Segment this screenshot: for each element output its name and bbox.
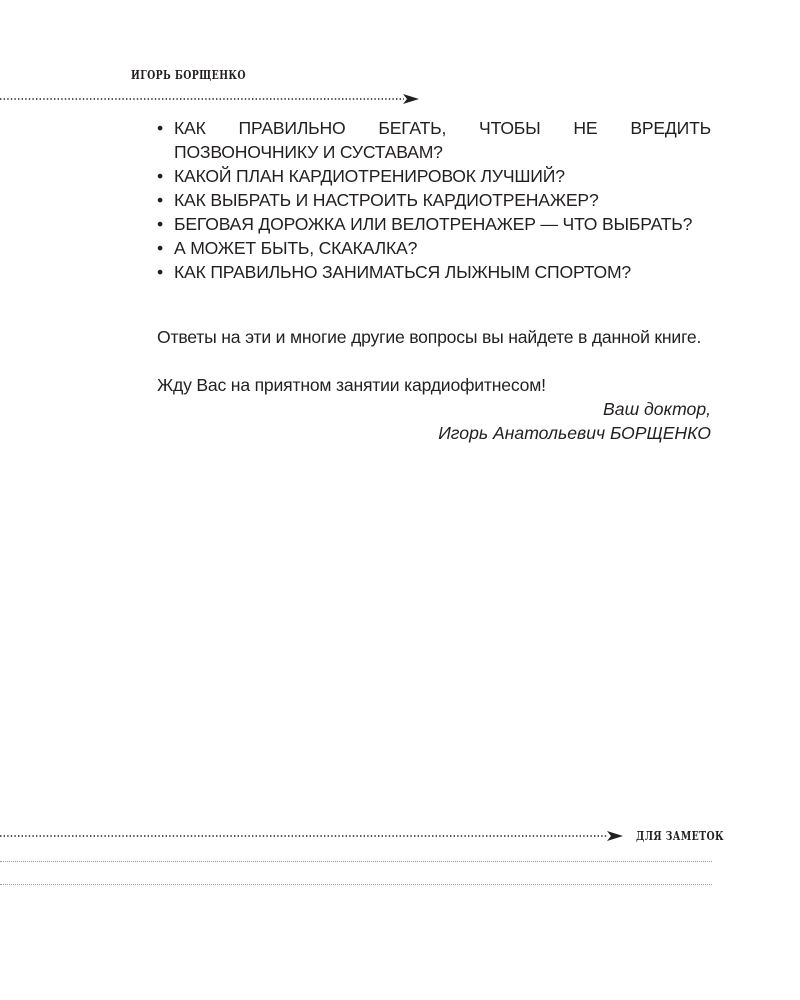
question-item (157, 236, 711, 260)
bullet-icon: • (157, 190, 163, 210)
question-text: КАКОЙ ПЛАН КАРДИОТРЕНИРОВОК ЛУЧШИЙ? (174, 166, 565, 186)
notes-writing-line (0, 861, 712, 862)
bullet-icon: • (157, 214, 163, 234)
question-text: КАК ПРАВИЛЬНО БЕГАТЬ, ЧТОБЫ НЕ ВРЕДИТЬ ПОЗВОНОЧНИКУ И СУСТАВАМ? (174, 118, 711, 162)
running-head-author: ИГОРЬ БОРЩЕНКО (131, 68, 246, 82)
signature-line: Ваш доктор, (603, 399, 711, 419)
bottom-dotted-arrow-rule (0, 829, 625, 843)
question-item (157, 212, 711, 236)
question-item (157, 116, 711, 164)
question-text: КАК ВЫБРАТЬ И НАСТРОИТЬ КАРДИОТРЕНАЖЕР? (174, 190, 599, 210)
notes-writing-line (0, 884, 712, 885)
arrow-head-icon (403, 94, 419, 104)
bullet-icon: • (157, 262, 163, 282)
question-text: КАК ПРАВИЛЬНО ЗАНИМАТЬСЯ ЛЫЖНЫМ СПОРТОМ? (174, 262, 631, 282)
question-text: А МОЖЕТ БЫТЬ, СКАКАЛКА? (174, 238, 418, 258)
arrow-head-icon (607, 831, 623, 841)
bullet-icon: • (157, 238, 163, 258)
body-paragraph: Жду Вас на приятном занятии кардиофитнесом! (157, 375, 546, 395)
question-item (157, 260, 711, 284)
top-dotted-arrow-rule (0, 92, 420, 106)
question-text: БЕГОВАЯ ДОРОЖКА ИЛИ ВЕЛОТРЕНАЖЕР — ЧТО ВЫБРАТЬ? (174, 214, 693, 234)
question-list (157, 116, 711, 284)
question-item (157, 188, 711, 212)
bullet-icon: • (157, 166, 163, 186)
notes-section-label: ДЛЯ ЗАМЕТОК (636, 829, 724, 843)
question-item (157, 164, 711, 188)
bullet-icon: • (157, 118, 163, 138)
signature-name: Игорь Анатольевич БОРЩЕНКО (438, 423, 711, 443)
body-paragraph: Ответы на эти и многие другие вопросы вы найдете в данной книге. (157, 327, 702, 347)
